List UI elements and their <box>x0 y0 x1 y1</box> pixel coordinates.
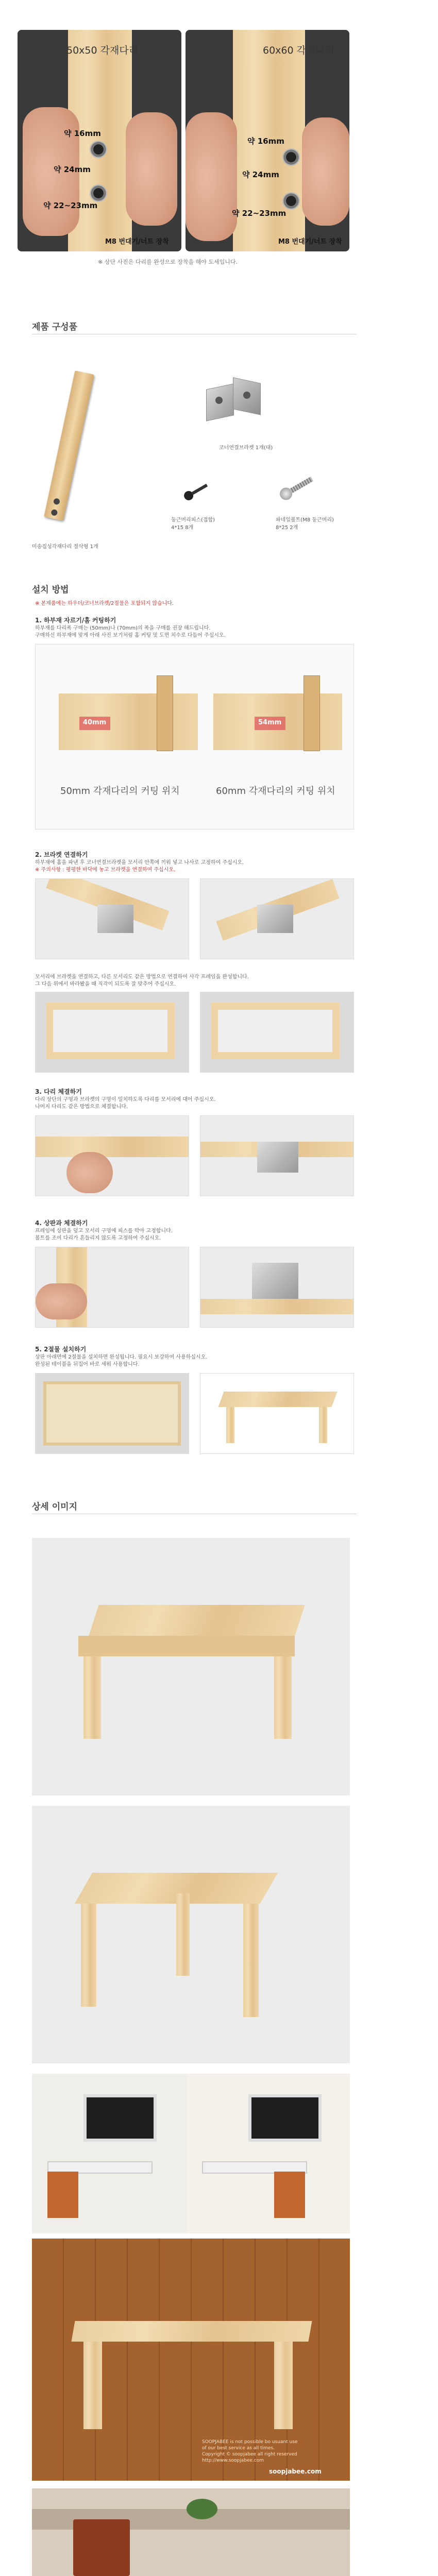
watermark-text: SOOPJABEE is not possible bo usuant use <box>202 2439 298 2445</box>
component-label: 둥근머리피스(접합) 4*15 8개 <box>171 517 215 531</box>
bolt-icon <box>278 473 315 502</box>
step-title: 5. 2절물 설치하기 <box>35 1346 87 1353</box>
hand <box>126 112 177 226</box>
watermark-text: of our best service as all times. <box>202 2446 275 2451</box>
screw-icon <box>182 481 209 502</box>
step-text: 다리 상단의 구멍과 브라켓의 구멍이 일치하도록 다리를 모서리에 대어 주십시오. <box>35 1097 216 1103</box>
component-label: 미송집성각재다리 절삭형 1개 <box>32 544 98 550</box>
measure-label: 약 16mm <box>64 129 101 138</box>
step5-photo-1 <box>35 1373 189 1454</box>
figure-caption: 50mm 각재다리의 커팅 위치 <box>60 786 180 796</box>
component-label: 코너연결브라켓 1개(대) <box>219 445 273 451</box>
step5-photo-2 <box>200 1373 354 1454</box>
step-text: 상판 아래면에 2절물을 설치하면 완성됩니다. 필요시 보강하여 사용하십시오. <box>35 1354 208 1360</box>
figure-caption: 60mm 각재다리의 커팅 위치 <box>216 786 335 796</box>
bracket-part-image <box>206 376 263 422</box>
step3-photo-2 <box>200 1115 354 1196</box>
step-text: 프레임에 상판을 덮고 모서리 구멍에 피스를 박아 고정합니다. <box>35 1228 173 1234</box>
step-title: 2. 브라켓 연결하기 <box>35 851 88 858</box>
section-title: 설치 방법 <box>32 585 69 595</box>
leg-part-image <box>44 370 94 521</box>
install-warning: ※ 본제품에는 하우더/코너브라켓/2절물은 포함되지 않습니다. <box>35 601 174 606</box>
logo: soopjabee.com <box>269 2468 322 2475</box>
bolt-hole-icon <box>90 141 107 158</box>
detail-photo-1 <box>32 1538 350 1795</box>
step-text: 모서리에 브라켓을 연결하고, 다른 모서리도 같은 방법으로 연결하여 사각 프레임을 완성합니다. <box>35 974 249 980</box>
step-title: 3. 다리 체결하기 <box>35 1088 82 1095</box>
measure-label: 약 16mm <box>247 137 284 146</box>
section-title: 상세 이미지 <box>32 1502 78 1512</box>
measure-label: 약 22~23mm <box>43 201 98 210</box>
component-label: 파네일볼트(M8 둥근머리) 8*25 2개 <box>276 517 334 531</box>
step-title: 1. 하부재 자르기/홈 커팅하기 <box>35 617 116 624</box>
measure-label: 약 24mm <box>242 170 279 179</box>
detail-photo-2 <box>32 1806 350 2063</box>
cut-mark: 54mm <box>258 719 282 726</box>
step-title: 4. 상판과 체결하기 <box>35 1219 88 1227</box>
step1-figure <box>35 644 354 829</box>
bolt-note: M8 번대기/너트 장착 <box>105 238 169 246</box>
photo-title: 60x60 각재다리 <box>263 45 335 56</box>
step2-photo-3 <box>35 992 189 1073</box>
hand <box>186 112 237 241</box>
bolt-note: M8 번대기/너트 장착 <box>278 238 342 246</box>
step-text: 하부재를 다리폭 구매는 (50mm)나 (70mm)의 폭을 구매를 권장 해드립니다. <box>35 625 211 631</box>
step4-photo-2 <box>200 1247 354 1328</box>
step2-photo-2 <box>200 878 354 959</box>
watermark-text: http://www.soopjabee.com <box>202 2458 264 2463</box>
step-text: 나머지 다리도 같은 방법으로 체결합니다. <box>35 1104 128 1110</box>
detail-photo-3 <box>32 2074 350 2233</box>
measure-label: 약 22~23mm <box>232 209 287 218</box>
photo-title: 50x50 각재다리 <box>66 45 139 56</box>
step2-photo-4 <box>200 992 354 1073</box>
step4-photo-1 <box>35 1247 189 1328</box>
watermark-text: Copyright © soopjabee all right reserved <box>202 2452 297 2457</box>
bolt-hole-icon <box>90 184 107 202</box>
photo-caption: ※ 상단 사진은 다리를 완성으로 장착을 해야 도세입니다. <box>98 259 238 265</box>
step-text: 구매하신 하부재에 맞게 아래 사진 보기처럼 홈 커팅 및 도면 치수로 다듬어 주십시오. <box>35 633 226 638</box>
bolt-hole-icon <box>282 192 300 210</box>
step-warning: ※ 주의사항 : 평평한 바닥에 놓고 브라켓을 연결하여 주십시오. <box>35 867 176 873</box>
step-text: 완성된 테이블을 뒤집어 바로 세워 사용합니다. <box>35 1362 140 1367</box>
section-title: 제품 구성품 <box>32 322 78 332</box>
detail-photo-4 <box>32 2239 350 2481</box>
hand <box>302 117 349 226</box>
measure-label: 약 24mm <box>54 165 91 174</box>
step3-photo-1 <box>35 1115 189 1196</box>
step-text: 볼트를 조여 다리가 흔들리지 않도록 고정하여 주십시오. <box>35 1235 161 1241</box>
step2-photo-1 <box>35 878 189 959</box>
step-text: 하부재에 홈을 파낸 후 코너연결브라켓을 모서리 안쪽에 끼워 넣고 나사로 고정하여 주십시오. <box>35 860 244 866</box>
bolt-hole-icon <box>282 148 300 166</box>
cut-mark: 40mm <box>83 719 107 726</box>
detail-photo-5 <box>32 2488 350 2576</box>
step-text: 그 다음 위에서 바라봤을 때 직각이 되도록 잘 맞추어 주십시오. <box>35 981 176 987</box>
top-photo-right <box>186 30 349 251</box>
top-photo-left <box>18 30 181 251</box>
